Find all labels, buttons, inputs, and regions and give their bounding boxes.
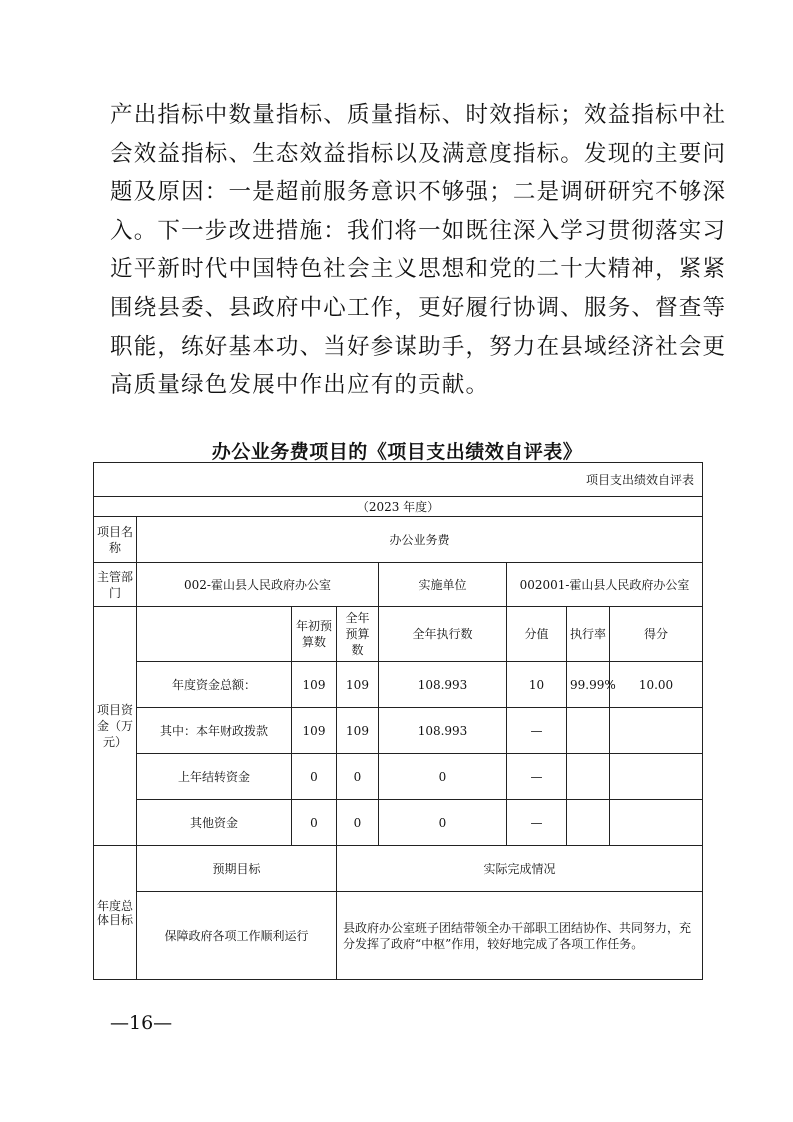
cell-rate [567, 754, 610, 800]
cell-weight: — [507, 800, 567, 846]
cell-annual: 0 [337, 800, 379, 846]
impl-unit-label: 实施单位 [379, 563, 507, 607]
expected-goal: 保障政府各项工作顺利运行 [137, 892, 337, 980]
cell-score: 10.00 [610, 662, 703, 708]
cell-initial: 109 [292, 662, 337, 708]
impl-unit-value: 002001-霍山县人民政府办公室 [507, 563, 703, 607]
blank-header-cell [137, 607, 292, 662]
goal-label: 年度总体目标 [94, 846, 137, 980]
row-label: 其他资金 [137, 800, 292, 846]
col-initial-budget: 年初预算数 [292, 607, 337, 662]
table-row [94, 708, 703, 754]
cell-score [610, 754, 703, 800]
cell-executed: 0 [379, 800, 507, 846]
cell-score [610, 708, 703, 754]
table-row [94, 800, 703, 846]
col-exec-rate: 执行率 [567, 607, 610, 662]
paragraph-line: 产出指标中数量指标、质量指标、时效指标；效益指标中社 [110, 102, 727, 128]
cell-weight: — [507, 708, 567, 754]
row-label: 上年结转资金 [137, 754, 292, 800]
cell-executed: 0 [379, 754, 507, 800]
table-row [94, 662, 703, 708]
col-score: 得分 [610, 607, 703, 662]
paragraph-line: 会效益指标、生态效益指标以及满意度指标。发现的主要问 [110, 140, 727, 167]
cell-score [610, 800, 703, 846]
dept-label: 主管部门 [94, 563, 137, 607]
year-cell: （2023 年度） [94, 497, 703, 517]
table-row [94, 754, 703, 800]
table-header-right: 项目支出绩效自评表 [94, 463, 703, 497]
paragraph-line: 近平新时代中国特色社会主义思想和党的二十大精神，紧紧 [110, 256, 727, 283]
cell-annual: 109 [337, 662, 379, 708]
cell-executed: 108.993 [379, 662, 507, 708]
col-annual-budget: 全年预算数 [337, 607, 379, 662]
cell-rate [567, 800, 610, 846]
body-paragraph [110, 96, 727, 405]
cell-annual: 109 [337, 708, 379, 754]
paragraph-line: 职能，练好基本功、当好参谋助手，努力在县域经济社会更 [110, 333, 727, 360]
cell-executed: 108.993 [379, 708, 507, 754]
project-name-value: 办公业务费 [137, 517, 703, 563]
paragraph-line: 入。下一步改进措施：我们将一如既往深入学习贯彻落实习 [110, 217, 727, 244]
funds-label: 项目资金（万元） [94, 607, 137, 846]
actual-completion: 县政府办公室班子团结带领全办干部职工团结协作、共同努力，充分发挥了政府“中枢”作用，较好地完成了各项工作任务。 [337, 892, 703, 980]
cell-initial: 0 [292, 800, 337, 846]
cell-weight: — [507, 754, 567, 800]
cell-rate [567, 708, 610, 754]
row-label: 年度资金总额： [137, 662, 292, 708]
paragraph-line: 高质量绿色发展中作出应有的贡献。 [110, 372, 490, 399]
table-title: 办公业务费项目的《项目支出绩效自评表》 [211, 441, 583, 463]
performance-table [93, 462, 703, 980]
col-weight: 分值 [507, 607, 567, 662]
row-label: 其中：本年财政拨款 [137, 708, 292, 754]
paragraph-line: 题及原因：一是超前服务意识不够强；二是调研研究不够深 [110, 179, 727, 206]
cell-weight: 10 [507, 662, 567, 708]
cell-annual: 0 [337, 754, 379, 800]
dept-value: 002-霍山县人民政府办公室 [137, 563, 379, 607]
cell-initial: 0 [292, 754, 337, 800]
page-number: —16— [110, 1012, 173, 1034]
cell-initial: 109 [292, 708, 337, 754]
project-name-label: 项目名称 [94, 517, 137, 563]
expected-header: 预期目标 [137, 846, 337, 892]
cell-rate: 99.99% [567, 662, 610, 708]
col-executed: 全年执行数 [379, 607, 507, 662]
paragraph-line: 围绕县委、县政府中心工作，更好履行协调、服务、督查等 [110, 294, 727, 321]
actual-header: 实际完成情况 [337, 846, 703, 892]
